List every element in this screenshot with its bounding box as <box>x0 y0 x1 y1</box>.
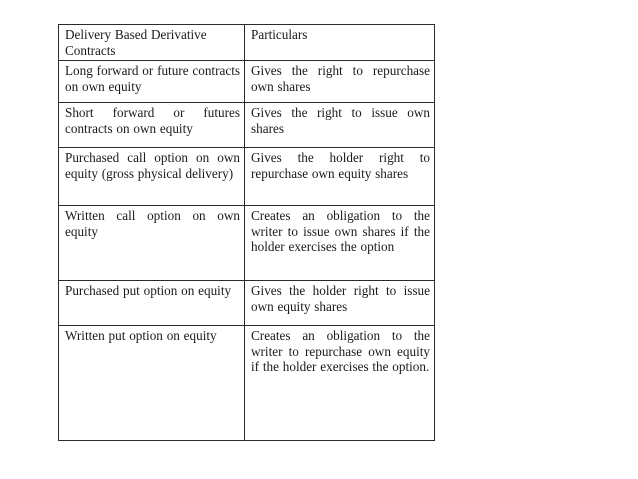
table-row <box>59 281 435 326</box>
particulars-cell: Creates an obligation to the writer to repurchase own equity if the holder exercises the option. <box>245 326 435 441</box>
table-row <box>59 206 435 281</box>
header-particulars: Particulars <box>245 25 435 61</box>
table-row <box>59 61 435 103</box>
table-row <box>59 103 435 148</box>
contract-cell: Long forward or future contracts on own equity <box>59 61 245 103</box>
contract-cell: Short forward or futures contracts on own equity <box>59 103 245 148</box>
particulars-cell: Gives the holder right to issue own equity shares <box>245 281 435 326</box>
particulars-cell: Creates an obligation to the writer to issue own shares if the holder exercises the option <box>245 206 435 281</box>
contract-cell: Purchased put option on equity <box>59 281 245 326</box>
table-header-row <box>59 25 435 61</box>
derivative-contracts-table <box>58 24 435 441</box>
particulars-cell: Gives the right to issue own shares <box>245 103 435 148</box>
contract-cell: Purchased call option on own equity (gross physical delivery) <box>59 148 245 206</box>
contract-cell: Written call option on own equity <box>59 206 245 281</box>
table-row <box>59 326 435 441</box>
table-row <box>59 148 435 206</box>
particulars-cell: Gives the right to repurchase own shares <box>245 61 435 103</box>
contract-cell: Written put option on equity <box>59 326 245 441</box>
particulars-cell: Gives the holder right to repurchase own equity shares <box>245 148 435 206</box>
header-contract: Delivery Based Derivative Contracts <box>59 25 245 61</box>
